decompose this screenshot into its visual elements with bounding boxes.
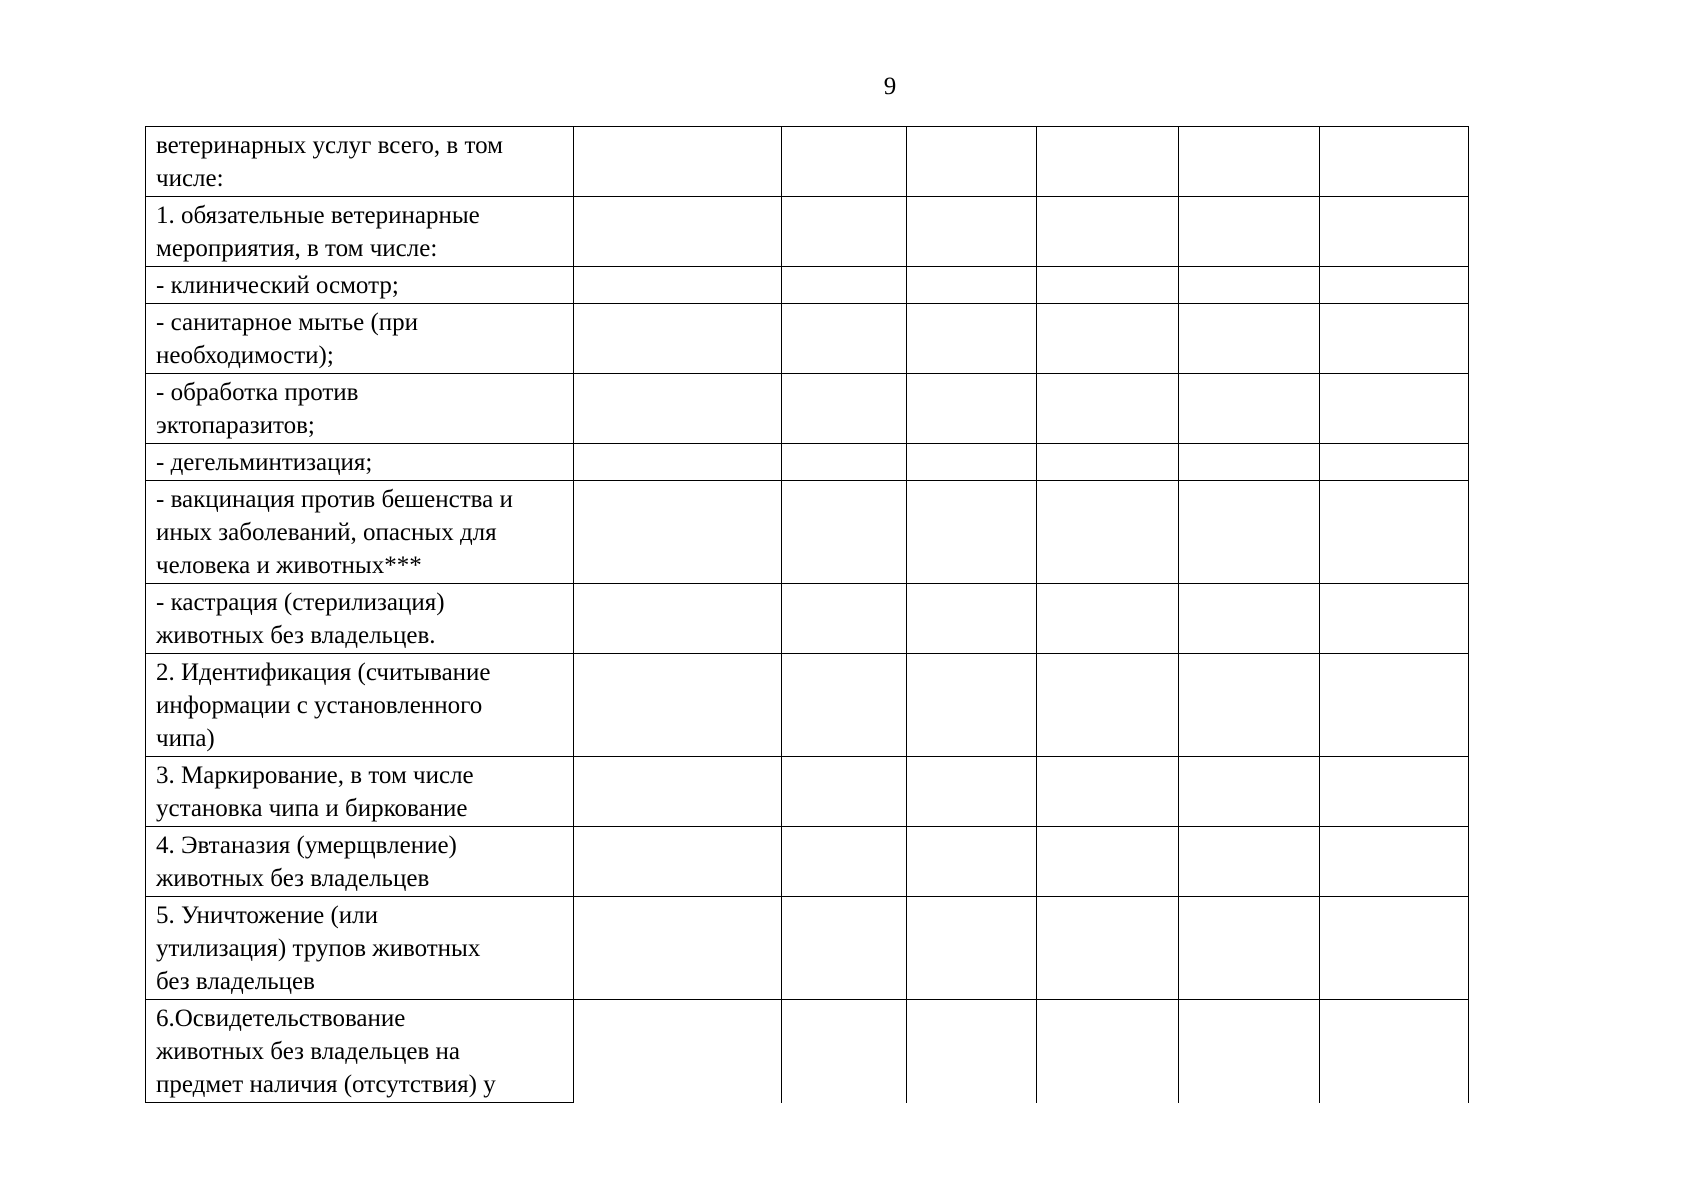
table-cell — [1037, 1000, 1179, 1103]
table-cell — [1179, 584, 1320, 654]
table-row — [146, 304, 1469, 374]
table-cell — [782, 304, 907, 374]
table-cell — [1179, 304, 1320, 374]
table-row — [146, 1000, 1469, 1103]
table-cell — [907, 374, 1037, 444]
table-cell — [782, 127, 907, 197]
table-cell — [1320, 374, 1469, 444]
table-cell — [574, 374, 782, 444]
table-cell — [1179, 197, 1320, 267]
table-cell — [1320, 827, 1469, 897]
table-cell — [574, 481, 782, 584]
table-cell — [782, 267, 907, 304]
table-cell — [1179, 757, 1320, 827]
table-cell — [574, 757, 782, 827]
table-cell — [1037, 267, 1179, 304]
table-cell — [782, 584, 907, 654]
table-cell — [1037, 481, 1179, 584]
table-cell — [574, 197, 782, 267]
row-label: - клинический осмотр; — [146, 267, 574, 304]
table-cell — [1179, 267, 1320, 304]
table-cell — [907, 127, 1037, 197]
table-cell — [1037, 304, 1179, 374]
table-row — [146, 827, 1469, 897]
table-cell — [574, 304, 782, 374]
table-cell — [1179, 827, 1320, 897]
table-row — [146, 584, 1469, 654]
table-cell — [907, 267, 1037, 304]
table-row — [146, 654, 1469, 757]
table-cell — [1037, 197, 1179, 267]
table-cell — [574, 1000, 782, 1103]
table-cell — [574, 584, 782, 654]
table-cell — [782, 1000, 907, 1103]
table-cell — [1320, 654, 1469, 757]
row-label: - дегельминтизация; — [146, 444, 574, 481]
table-cell — [907, 584, 1037, 654]
table-row — [146, 897, 1469, 1000]
table-cell — [1179, 444, 1320, 481]
table-cell — [1320, 481, 1469, 584]
table-cell — [1320, 444, 1469, 481]
row-label: - вакцинация против бешенства и иных заболеваний, опасных для человека и животных*** — [146, 481, 574, 584]
table-cell — [907, 444, 1037, 481]
table-cell — [782, 827, 907, 897]
table-cell — [574, 897, 782, 1000]
table-cell — [907, 757, 1037, 827]
table-row — [146, 444, 1469, 481]
table-cell — [907, 197, 1037, 267]
table-cell — [1320, 127, 1469, 197]
table-cell — [574, 827, 782, 897]
table-cell — [574, 127, 782, 197]
table-cell — [574, 654, 782, 757]
table-cell — [1320, 584, 1469, 654]
table-cell — [1320, 897, 1469, 1000]
table-cell — [907, 654, 1037, 757]
table-cell — [907, 1000, 1037, 1103]
table-cell — [1037, 374, 1179, 444]
row-label: 6.Освидетельствование животных без владельцев на предмет наличия (отсутствия) у — [146, 1000, 574, 1103]
table-cell — [782, 197, 907, 267]
table-cell — [1179, 127, 1320, 197]
table-cell — [782, 897, 907, 1000]
row-label: - санитарное мытье (при необходимости); — [146, 304, 574, 374]
table-cell — [1179, 481, 1320, 584]
table-row — [146, 197, 1469, 267]
table-cell — [1037, 897, 1179, 1000]
table-cell — [1179, 374, 1320, 444]
table-cell — [1179, 654, 1320, 757]
table-row — [146, 127, 1469, 197]
table-cell — [1320, 757, 1469, 827]
table-cell — [1037, 127, 1179, 197]
row-label: ветеринарных услуг всего, в том числе: — [146, 127, 574, 197]
table-cell — [1037, 757, 1179, 827]
table-cell — [907, 897, 1037, 1000]
table-cell — [1320, 197, 1469, 267]
table-cell — [574, 444, 782, 481]
row-label: 3. Маркирование, в том числе установка чипа и биркование — [146, 757, 574, 827]
page-number: 9 — [883, 73, 897, 100]
table-cell — [1037, 827, 1179, 897]
table-cell — [574, 267, 782, 304]
table-cell — [782, 374, 907, 444]
row-label: 1. обязательные ветеринарные мероприятия, в том числе: — [146, 197, 574, 267]
table-cell — [1179, 897, 1320, 1000]
services-table — [145, 126, 1469, 1103]
table-cell — [907, 827, 1037, 897]
table-body — [146, 127, 1469, 1103]
table-cell — [1037, 584, 1179, 654]
row-label: 5. Уничтожение (или утилизация) трупов животных без владельцев — [146, 897, 574, 1000]
table-cell — [782, 444, 907, 481]
table-cell — [907, 304, 1037, 374]
table-cell — [1179, 1000, 1320, 1103]
table-cell — [1037, 444, 1179, 481]
table-cell — [1320, 267, 1469, 304]
row-label: - обработка против эктопаразитов; — [146, 374, 574, 444]
row-label: - кастрация (стерилизация) животных без владельцев. — [146, 584, 574, 654]
table-row — [146, 374, 1469, 444]
table-cell — [782, 481, 907, 584]
table-row — [146, 757, 1469, 827]
table-row — [146, 267, 1469, 304]
table-cell — [782, 654, 907, 757]
table-cell — [1320, 304, 1469, 374]
table-cell — [1037, 654, 1179, 757]
table-cell — [1320, 1000, 1469, 1103]
row-label: 4. Эвтаназия (умерщвление) животных без владельцев — [146, 827, 574, 897]
table-row — [146, 481, 1469, 584]
table-cell — [782, 757, 907, 827]
row-label: 2. Идентификация (считывание информации с установленного чипа) — [146, 654, 574, 757]
table-cell — [907, 481, 1037, 584]
